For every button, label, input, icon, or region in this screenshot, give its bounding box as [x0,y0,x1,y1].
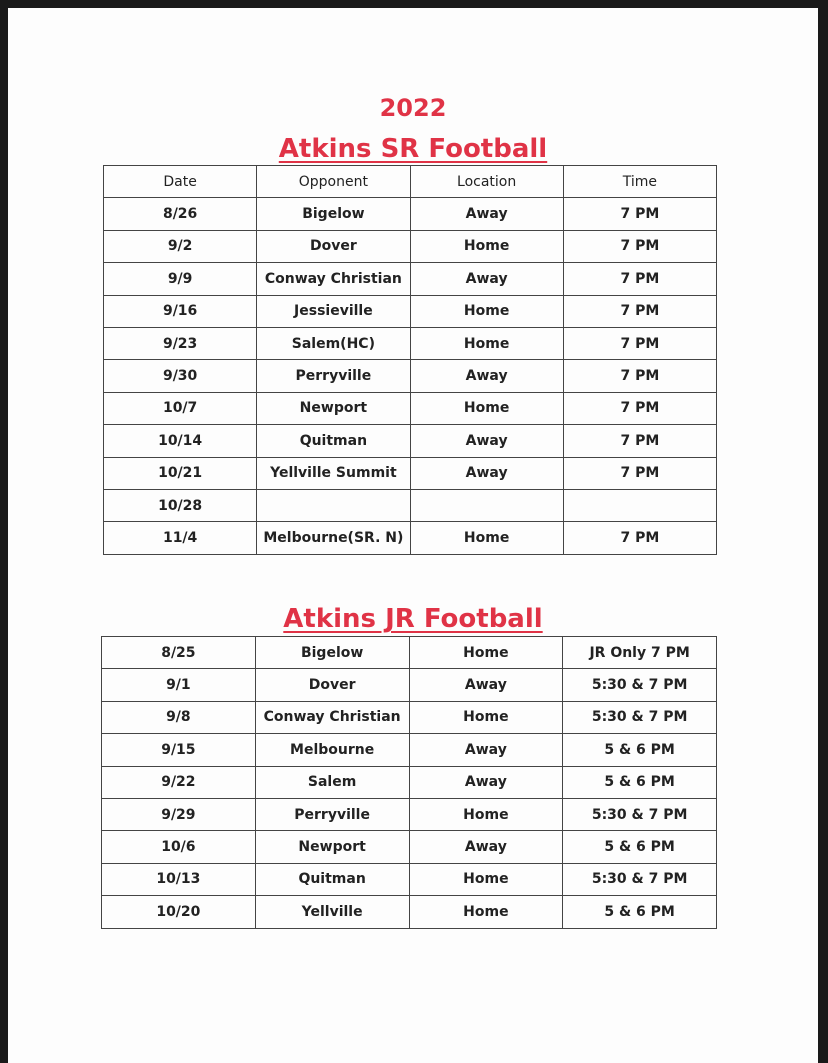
table-row [102,766,717,798]
cell-opponent: Melbourne(SR. N) [257,522,410,554]
cell-location: Home [410,392,563,424]
cell-date: 9/30 [104,360,257,392]
table-row [102,798,717,830]
cell-time: 7 PM [563,263,716,295]
cell-time: 7 PM [563,295,716,327]
cell-location: Away [410,263,563,295]
cell-location [410,489,563,521]
cell-location: Home [410,295,563,327]
cell-time: 5:30 & 7 PM [563,863,717,895]
cell-date: 10/21 [104,457,257,489]
sr-schedule-title: Atkins SR Football [278,134,548,164]
cell-location: Away [410,198,563,230]
table-row [104,295,717,327]
cell-date: 9/22 [102,766,256,798]
table-row [104,230,717,262]
cell-opponent: Bigelow [257,198,410,230]
cell-location: Away [410,360,563,392]
cell-location: Away [409,831,563,863]
table-row [102,896,717,928]
table-row [102,669,717,701]
cell-date: 9/8 [102,701,256,733]
cell-location: Away [409,669,563,701]
cell-date: 10/13 [102,863,256,895]
table-row [104,327,717,359]
cell-time: 7 PM [563,198,716,230]
cell-opponent: Bigelow [255,637,409,669]
table-row [104,392,717,424]
cell-opponent [257,489,410,521]
cell-time: 7 PM [563,457,716,489]
cell-date: 10/6 [102,831,256,863]
cell-location: Home [410,522,563,554]
cell-opponent: Conway Christian [255,701,409,733]
cell-time: 7 PM [563,230,716,262]
jr-schedule-table [101,636,717,929]
cell-opponent: Melbourne [255,734,409,766]
jr-schedule-title: Atkins JR Football [283,604,543,634]
table-row [104,489,717,521]
cell-location: Away [409,766,563,798]
table-row [102,637,717,669]
cell-opponent: Perryville [257,360,410,392]
schedule-page [8,8,818,1063]
cell-opponent: Yellville Summit [257,457,410,489]
table-row [102,831,717,863]
cell-date: 9/23 [104,327,257,359]
season-year: 2022 [379,94,447,122]
cell-date: 9/9 [104,263,257,295]
cell-time: 7 PM [563,360,716,392]
cell-time: 5:30 & 7 PM [563,798,717,830]
cell-opponent: Newport [257,392,410,424]
table-row [104,263,717,295]
sr-schedule-table [103,165,717,555]
cell-time: 5 & 6 PM [563,831,717,863]
header-location: Location [410,166,563,198]
cell-location: Away [409,734,563,766]
cell-time: 5 & 6 PM [563,766,717,798]
cell-opponent: Dover [255,669,409,701]
cell-time: 7 PM [563,392,716,424]
cell-time: JR Only 7 PM [563,637,717,669]
header-time: Time [563,166,716,198]
cell-time: 7 PM [563,327,716,359]
cell-time: 5 & 6 PM [563,896,717,928]
table-row [104,457,717,489]
cell-opponent: Jessieville [257,295,410,327]
cell-opponent: Quitman [255,863,409,895]
cell-location: Home [409,798,563,830]
table-row [102,734,717,766]
cell-opponent: Newport [255,831,409,863]
cell-time: 7 PM [563,522,716,554]
cell-opponent: Conway Christian [257,263,410,295]
header-opponent: Opponent [257,166,410,198]
cell-location: Home [409,896,563,928]
cell-location: Home [409,701,563,733]
header-date: Date [104,166,257,198]
cell-opponent: Dover [257,230,410,262]
cell-opponent: Salem [255,766,409,798]
cell-date: 10/14 [104,425,257,457]
cell-location: Home [410,327,563,359]
cell-opponent: Salem(HC) [257,327,410,359]
cell-time [563,489,716,521]
cell-location: Home [410,230,563,262]
cell-date: 9/2 [104,230,257,262]
cell-time: 5:30 & 7 PM [563,669,717,701]
cell-time: 7 PM [563,425,716,457]
cell-date: 9/1 [102,669,256,701]
cell-location: Away [410,457,563,489]
cell-date: 9/16 [104,295,257,327]
table-row [102,863,717,895]
cell-date: 9/29 [102,798,256,830]
cell-location: Home [409,637,563,669]
table-row [104,198,717,230]
cell-opponent: Perryville [255,798,409,830]
cell-date: 8/26 [104,198,257,230]
cell-date: 8/25 [102,637,256,669]
cell-date: 10/28 [104,489,257,521]
cell-opponent: Yellville [255,896,409,928]
cell-date: 10/20 [102,896,256,928]
cell-location: Away [410,425,563,457]
cell-date: 9/15 [102,734,256,766]
table-row [104,360,717,392]
cell-time: 5 & 6 PM [563,734,717,766]
cell-date: 10/7 [104,392,257,424]
table-header-row [104,166,717,198]
cell-opponent: Quitman [257,425,410,457]
cell-date: 11/4 [104,522,257,554]
table-row [104,425,717,457]
cell-location: Home [409,863,563,895]
table-row [102,701,717,733]
table-row [104,522,717,554]
cell-time: 5:30 & 7 PM [563,701,717,733]
